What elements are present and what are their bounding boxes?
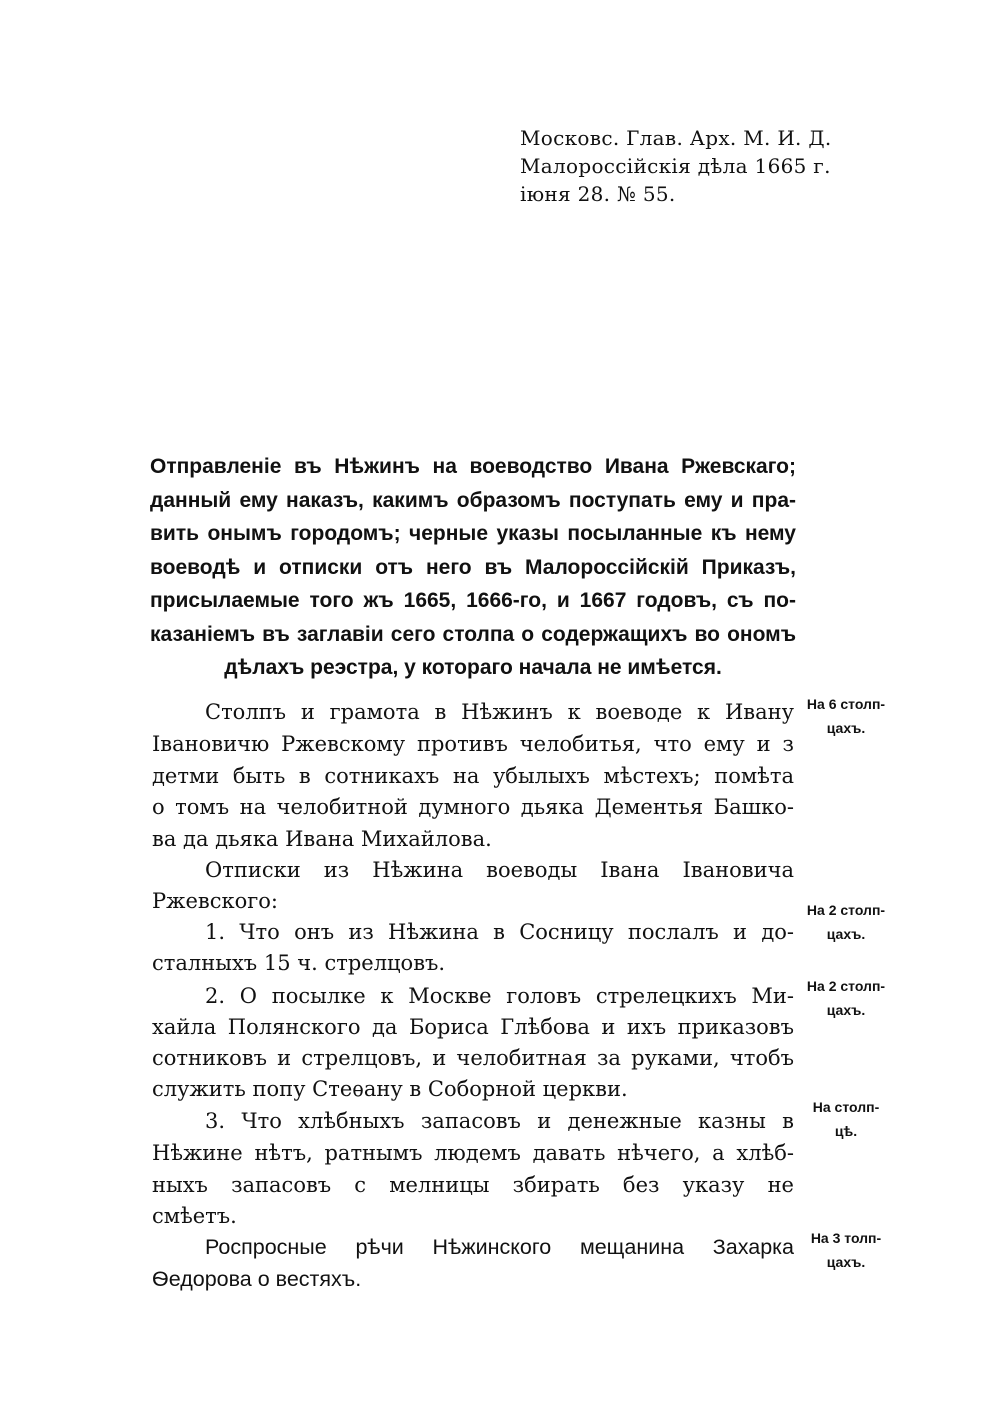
document-heading — [150, 450, 796, 685]
margin-note-line: На столп- — [812, 1099, 880, 1115]
margin-note-line: На 3 толп- — [810, 1230, 882, 1246]
body-line: служить попу Стеѳану в Соборной церкви. — [152, 1077, 628, 1101]
margin-note — [800, 1095, 892, 1143]
body-line: 3. Что хлѣбныхъ запасовъ и денежные казны в — [205, 1109, 794, 1133]
archive-reference — [520, 124, 832, 208]
margin-note-line: На 2 столп- — [806, 902, 886, 918]
margin-note — [800, 898, 892, 946]
margin-note-line: цахъ. — [826, 720, 866, 736]
body-line: о томъ на челобитной думного дьяка Дементья Башко- — [152, 795, 794, 819]
heading-line: данный ему наказъ, какимъ образомъ поступать ему и пра- — [150, 488, 796, 512]
margin-note-line: цахъ. — [826, 1254, 866, 1270]
body-line: Столпъ и грамота в Нѣжинъ к воеводе к Ивану — [205, 700, 794, 724]
margin-note-line: На 2 столп- — [806, 978, 886, 994]
margin-note-line: цахъ. — [826, 926, 866, 942]
body-line: смѣетъ. — [152, 1204, 237, 1228]
archive-reference-line: Московс. Глав. Арх. М. И. Д. — [520, 126, 832, 150]
heading-line: дѣлахъ реэстра, у котораго начала не имѣется. — [224, 656, 722, 679]
heading-line: вить онымъ городомъ; черные указы посыланные къ нему — [150, 522, 796, 545]
margin-note-line: цахъ. — [826, 1002, 866, 1018]
body-line: сотниковъ и стрелцовъ, и челобитная за руками, чтобъ — [152, 1046, 794, 1070]
heading-line: Отправленіе въ Нѣжинъ на воеводство Ивана Ржевскаго; — [150, 455, 796, 478]
body-line: ныхъ запасовъ с мелницы збирать без указу не — [152, 1173, 794, 1197]
archive-reference-line: Малороссійскія дѣла 1665 г. — [520, 154, 831, 178]
margin-note-line: цѣ. — [834, 1123, 858, 1139]
heading-line: воеводѣ и отписки отъ него въ Малороссійскій Приказъ, — [150, 555, 796, 579]
body-line: Ржевского: — [152, 889, 278, 913]
body-line: ва да дьяка Ивана Михайлова. — [152, 827, 492, 851]
body-line: хайла Полянского да Бориса Глѣбова и ихъ приказовъ — [152, 1015, 794, 1039]
body-line: 2. О посылке к Москве головъ стрелецкихъ Ми- — [205, 984, 794, 1008]
heading-line: присылаемые того жъ 1665, 1666-го, и 1667 годовъ, съ по- — [150, 589, 796, 612]
body-line: 1. Что онъ из Нѣжина в Сосницу послалъ и до- — [205, 920, 794, 944]
body-line: Івановичю Ржевскому противъ челобитья, что ему и з — [152, 732, 794, 756]
margin-note — [800, 692, 892, 740]
margin-note — [800, 974, 892, 1022]
margin-note-line: На 6 столп- — [806, 696, 886, 712]
body-line: Роспросные рѣчи Нѣжинского мещанина Захарка — [205, 1235, 794, 1259]
archive-reference-line: іюня 28. № 55. — [520, 182, 676, 206]
body-line: Нѣжине нѣтъ, ратнымъ людемъ давать нѣчего, а хлѣб- — [152, 1141, 794, 1165]
body-line: Отписки из Нѣжина воеводы Івана Івановича — [205, 858, 794, 882]
margin-note — [800, 1226, 892, 1274]
body-line: Ѳедорова о вестяхъ. — [152, 1267, 362, 1291]
heading-line: казаніемъ въ заглавіи сего столпа о содержащихъ во ономъ — [150, 622, 796, 646]
body-line: сталныхъ 15 ч. стрелцовъ. — [152, 951, 446, 975]
body-line: детми быть в сотникахъ на убылыхъ мѣстехъ; помѣта — [152, 764, 794, 788]
